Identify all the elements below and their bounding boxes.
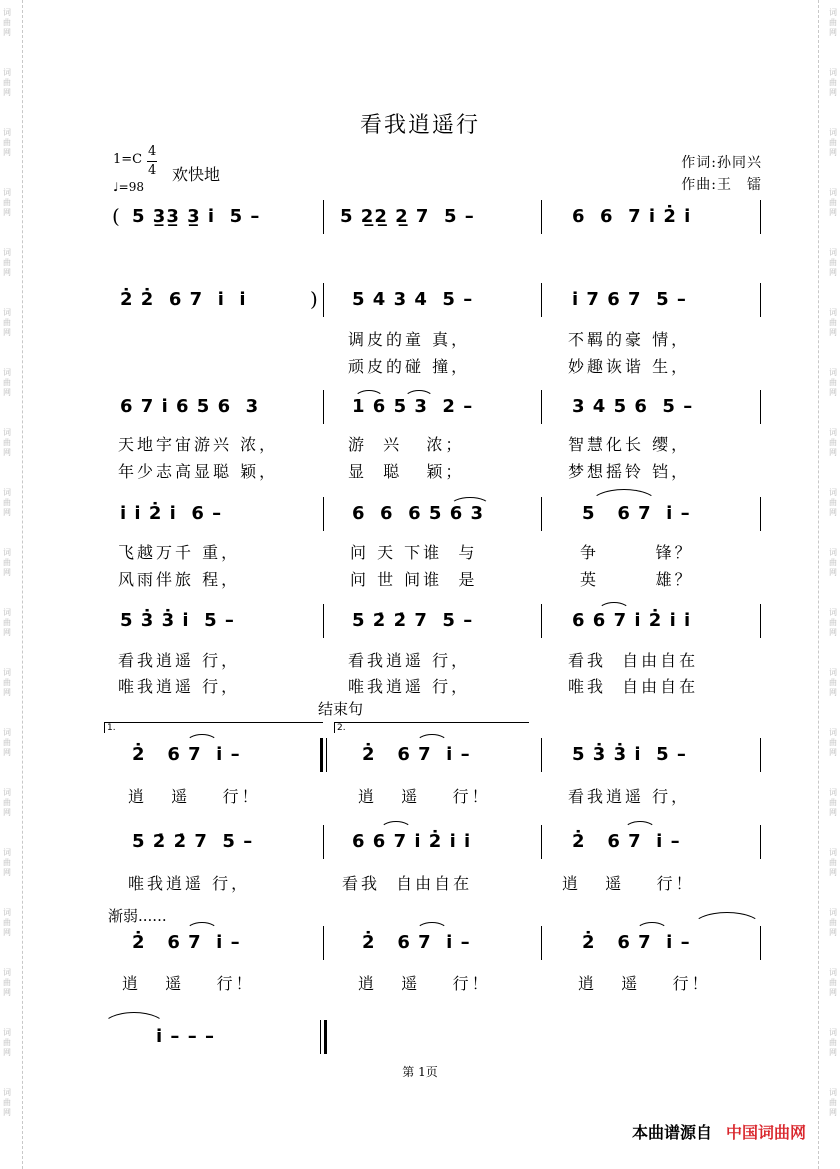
lyric-verse1: 看我 自由自在 — [568, 651, 699, 670]
measure: 1 6 5 3 2 – — [352, 396, 474, 417]
lyric-verse1: 逍 遥 行！ — [358, 974, 491, 993]
diminuendo-mark: 渐弱...... — [108, 907, 167, 925]
lyric-verse1: 天地宇宙游兴 浓， — [118, 435, 279, 454]
barline — [323, 283, 324, 317]
slur — [380, 821, 412, 830]
lyric-verse1: 逍 遥 行！ — [358, 787, 491, 806]
barline — [323, 497, 324, 531]
left-watermark-strip — [0, 0, 14, 1169]
measure: 6 6 7 i̇ 2̇ i̇ i̇ — [352, 831, 472, 852]
measure: i̇ i̇ 2̇ i̇ 6 – — [120, 503, 223, 524]
watermark-text: 词 曲 网 — [3, 308, 11, 337]
watermark-text: 词 曲 网 — [829, 248, 837, 277]
lyric-verse2: 顽皮的碰 撞， — [348, 357, 471, 376]
lyric-verse2: 唯我逍遥 行， — [118, 677, 241, 696]
barline — [760, 825, 761, 859]
watermark-text: 词 曲 网 — [829, 308, 837, 337]
measure: 5 2̇ 2̇ 7 5 – — [352, 610, 474, 631]
final-barline — [324, 1020, 327, 1054]
lyric-verse1: 唯我逍遥 行， — [128, 874, 251, 893]
repeat-end-barline — [320, 738, 323, 772]
tempo-value: ♩=98 — [113, 180, 144, 194]
tie — [692, 912, 762, 927]
measure: 5 2̲2̲ 2̲ 7 5 – — [340, 206, 475, 227]
watermark-text: 词 曲 网 — [3, 368, 11, 397]
measure: 2̇ 2̇ 6 7 i̇ i̇ — [120, 289, 247, 310]
watermark-text: 词 曲 网 — [3, 968, 11, 997]
watermark-text: 词 曲 网 — [829, 668, 837, 697]
slur — [624, 821, 656, 830]
watermark-text: 词 曲 网 — [3, 548, 11, 577]
barline — [541, 283, 542, 317]
time-signature-line — [147, 161, 157, 162]
watermark-text: 词 曲 网 — [829, 128, 837, 157]
barline — [323, 604, 324, 638]
barline — [760, 604, 761, 638]
barline — [760, 390, 761, 424]
barline — [541, 926, 542, 960]
slur — [416, 734, 448, 743]
watermark-text: 词 曲 网 — [3, 188, 11, 217]
watermark-text: 词 曲 网 — [829, 188, 837, 217]
lyric-verse2: 风雨伴旅 程， — [118, 570, 241, 589]
measure: 2̇ 6 7 i̇ – — [362, 744, 471, 765]
lyric-verse2: 英 雄？ — [580, 570, 694, 589]
slur — [416, 922, 448, 931]
lyric-verse1: 调皮的童 真， — [348, 330, 471, 349]
lyric-verse2: 问 世 间谁 是 — [350, 570, 478, 589]
measure: 5 3̇ 3̇ i̇ 5 – — [120, 610, 235, 631]
measure: 6 6 6 5 6 3 — [352, 503, 485, 524]
watermark-text: 词 曲 网 — [3, 1088, 11, 1117]
watermark-text: 词 曲 网 — [829, 1028, 837, 1057]
measure: 5 3̲3̲ 3̲ i̇ 5 – — [132, 206, 261, 227]
repeat-end-barline — [326, 738, 327, 772]
watermark-text: 词 曲 网 — [3, 68, 11, 97]
ending-phrase-label: 结束句 — [318, 700, 364, 718]
lyric-verse1: 逍 遥 行！ — [122, 974, 255, 993]
lyric-verse2: 梦想摇铃 铛， — [568, 462, 691, 481]
watermark-text: 词 曲 网 — [829, 428, 837, 457]
volta-bracket-1 — [104, 722, 323, 733]
barline — [323, 390, 324, 424]
right-margin-line — [818, 0, 819, 1169]
lyric-verse1: 逍 遥 行！ — [128, 787, 261, 806]
source-site-link[interactable]: 中国词曲网 — [725, 1123, 806, 1142]
watermark-text: 词 曲 网 — [3, 608, 11, 637]
slur — [590, 489, 658, 504]
barline — [760, 926, 761, 960]
watermark-text: 词 曲 网 — [829, 68, 837, 97]
watermark-text: 词 曲 网 — [829, 8, 837, 37]
watermark-text: 词 曲 网 — [3, 128, 11, 157]
lyric-verse1: 看我逍遥 行， — [568, 787, 691, 806]
watermark-text: 词 曲 网 — [3, 428, 11, 457]
lyric-verse1: 逍 遥 行！ — [562, 874, 695, 893]
time-signature-bottom: 4 — [148, 163, 157, 178]
left-margin-line — [22, 0, 23, 1169]
slur — [186, 734, 218, 743]
barline — [541, 200, 542, 234]
composer-credit: 作曲:王 镭 — [681, 177, 762, 193]
watermark-text: 词 曲 网 — [3, 488, 11, 517]
watermark-text: 词 曲 网 — [829, 368, 837, 397]
time-signature-top: 4 — [148, 144, 157, 159]
watermark-text: 词 曲 网 — [3, 788, 11, 817]
watermark-text: 词 曲 网 — [829, 968, 837, 997]
watermark-text: 词 曲 网 — [829, 848, 837, 877]
lyric-verse2: 唯我 自由自在 — [568, 677, 699, 696]
measure: 2̇ 6 7 i̇ – — [132, 932, 241, 953]
lyricist-credit: 作词:孙同兴 — [681, 155, 762, 171]
measure: 2̇ 6 7 i̇ – — [362, 932, 471, 953]
volta-number-1: 1. — [107, 723, 116, 733]
lyric-verse1: 看我逍遥 行， — [348, 651, 471, 670]
lyric-verse1: 智慧化长 缨， — [568, 435, 691, 454]
repeat-open-paren: ( — [112, 204, 120, 228]
lyric-verse1: 问 天 下谁 与 — [350, 543, 478, 562]
watermark-text: 词 曲 网 — [3, 8, 11, 37]
right-watermark-strip — [826, 0, 840, 1169]
final-barline — [320, 1020, 321, 1054]
lyric-verse1: 飞越万千 重， — [118, 543, 241, 562]
barline — [541, 390, 542, 424]
lyric-verse2: 显 聪 颖； — [348, 462, 465, 481]
measure: 6 6 7 i̇ 2̇ i̇ — [572, 206, 692, 227]
source-prefix: 本曲谱源自 — [631, 1123, 712, 1142]
barline — [541, 497, 542, 531]
slur — [186, 922, 218, 931]
measure: 2̇ 6 7 i̇ – — [132, 744, 241, 765]
measure: 5 4 3 4 5 – — [352, 289, 474, 310]
volta-bracket-2 — [334, 722, 529, 733]
watermark-text: 词 曲 网 — [829, 488, 837, 517]
lyric-verse1: 逍 遥 行！ — [578, 974, 711, 993]
watermark-text: 词 曲 网 — [3, 668, 11, 697]
lyric-verse1: 看我逍遥 行， — [118, 651, 241, 670]
measure: 5 3̇ 3̇ i̇ 5 – — [572, 744, 687, 765]
lyric-verse1: 看我 自由自在 — [342, 874, 473, 893]
page-number: 第 1页 — [402, 1065, 438, 1079]
barline — [760, 283, 761, 317]
barline — [760, 497, 761, 531]
watermark-text: 词 曲 网 — [829, 608, 837, 637]
watermark-text: 词 曲 网 — [829, 908, 837, 937]
source-credit — [632, 1120, 806, 1143]
watermark-text: 词 曲 网 — [829, 728, 837, 757]
tempo-mark: 欢快地 — [172, 165, 221, 184]
watermark-text: 词 曲 网 — [3, 248, 11, 277]
measure: 2̇ 6 7 i̇ – — [572, 831, 681, 852]
repeat-close-paren: ) — [310, 287, 318, 311]
tie — [102, 1012, 166, 1027]
barline — [323, 926, 324, 960]
song-title: 看我逍遥行 — [359, 113, 480, 138]
volta-number-2: 2. — [337, 723, 346, 733]
measure: 5 2̇ 2̇ 7 5 – — [132, 831, 254, 852]
slur — [636, 922, 668, 931]
watermark-text: 词 曲 网 — [3, 1028, 11, 1057]
barline — [541, 825, 542, 859]
lyric-verse2: 年少志高显聪 颖， — [118, 462, 279, 481]
lyric-verse2: 妙趣诙谐 生， — [568, 357, 691, 376]
lyric-verse2: 唯我逍遥 行， — [348, 677, 471, 696]
watermark-text: 词 曲 网 — [3, 848, 11, 877]
measure: 6 6 7 i̇ 2̇ i̇ i̇ — [572, 610, 692, 631]
key-signature: 1=C — [113, 152, 143, 167]
watermark-text: 词 曲 网 — [829, 788, 837, 817]
watermark-text: 词 曲 网 — [3, 908, 11, 937]
measure: 3 4 5 6 5 – — [572, 396, 694, 417]
measure: 2̇ 6 7 i̇ – — [582, 932, 691, 953]
watermark-text: 词 曲 网 — [829, 1088, 837, 1117]
measure: i̇ – – – — [156, 1026, 215, 1047]
measure: 6 7 i̇ 6 5 6 3 — [120, 396, 260, 417]
barline — [760, 738, 761, 772]
measure: 5 6 7 i̇ – — [582, 503, 691, 524]
barline — [541, 738, 542, 772]
watermark-text: 词 曲 网 — [3, 728, 11, 757]
barline — [323, 825, 324, 859]
lyric-verse1: 争 锋？ — [580, 543, 694, 562]
barline — [323, 200, 324, 234]
lyric-verse1: 不羁的豪 情， — [568, 330, 691, 349]
lyric-verse1: 游 兴 浓； — [348, 435, 465, 454]
barline — [760, 200, 761, 234]
measure: i̇ 7 6 7 5 – — [572, 289, 687, 310]
barline — [541, 604, 542, 638]
watermark-text: 词 曲 网 — [829, 548, 837, 577]
